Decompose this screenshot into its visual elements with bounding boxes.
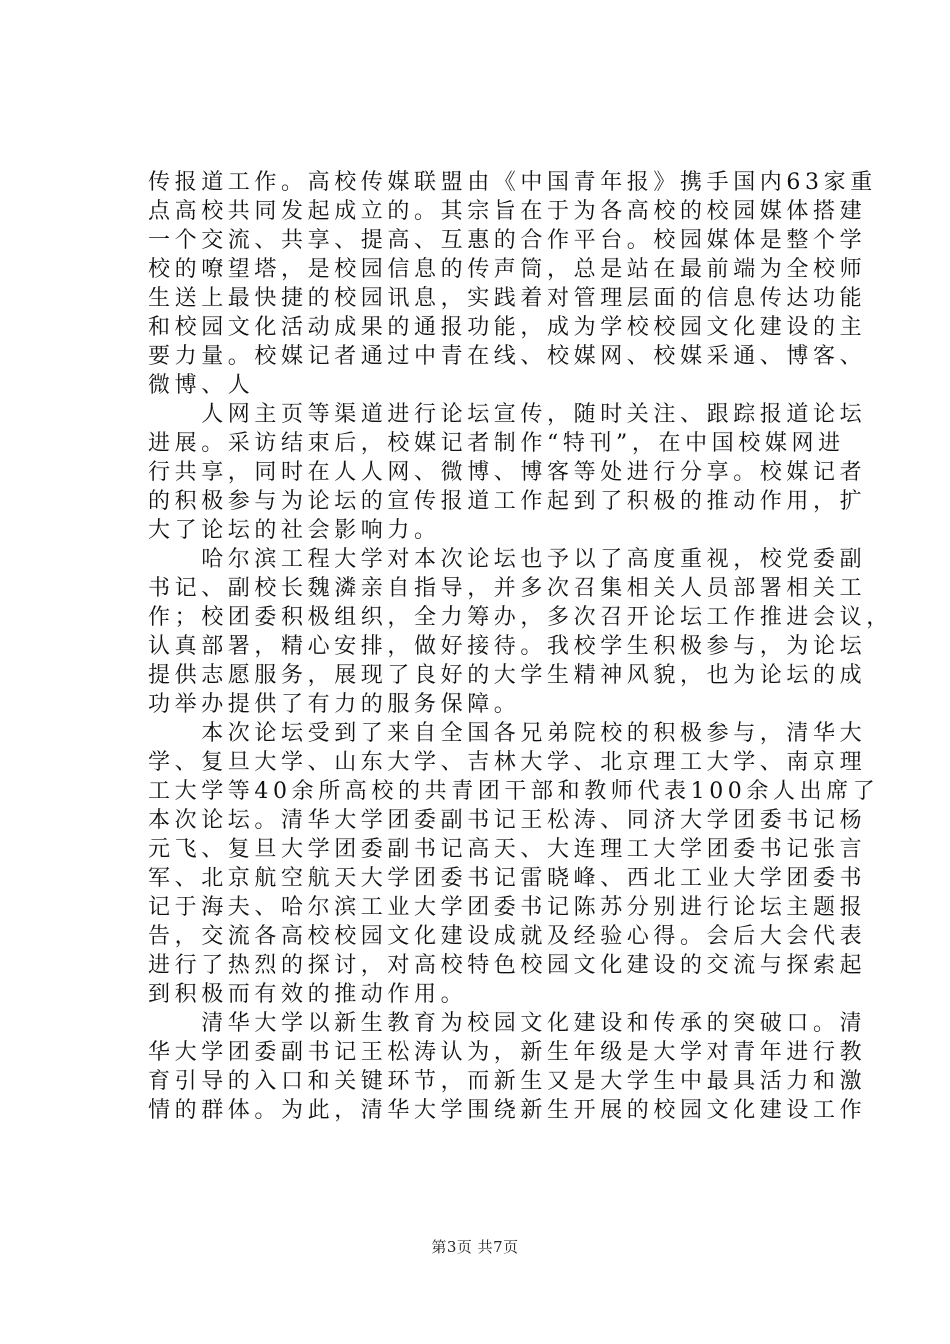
body-text (148, 168, 893, 1125)
text-line: 微博、人 (148, 373, 255, 398)
text-line: 进展。采访结束后，校媒记者制作“特刊”，在中国校媒网进 (148, 431, 845, 456)
text-line: 和校园文化活动成果的通报功能，成为学校校园文化建设的主 (148, 315, 867, 340)
text-line: 生送上最快捷的校园讯息，实践着对管理层面的信息传达功能 (148, 286, 867, 311)
text-line: 军、北京航空航天大学团委书记雷晓峰、西北工业大学团委书 (148, 866, 867, 891)
text-line: 传报道工作。高校传媒联盟由《中国青年报》携手国内63家重 (148, 170, 877, 195)
text-line: 功举办提供了有力的服务保障。 (148, 692, 521, 717)
text-line: 要力量。校媒记者通过中青在线、校媒网、校媒采通、博客、 (148, 344, 867, 369)
text-line: 学、复旦大学、山东大学、吉林大学、北京理工大学、南京理 (148, 750, 867, 775)
text-line: 工大学等40余所高校的共青团干部和教师代表100余人出席了 (148, 779, 880, 804)
text-line: 行共享，同时在人人网、微博、博客等处进行分享。校媒记者 (148, 460, 867, 485)
text-line: 记于海夫、哈尔滨工业大学团委书记陈苏分别进行论坛主题报 (148, 895, 867, 920)
text-line: 本次论坛。清华大学团委副书记王松涛、同济大学团委书记杨 (148, 808, 867, 833)
text-line: 华大学团委副书记王松涛认为，新生年级是大学对青年进行教 (148, 1040, 867, 1065)
text-line: 情的群体。为此，清华大学围绕新生开展的校园文化建设工作 (148, 1098, 867, 1123)
text-line: 书记、副校长魏潾亲自指导，并多次召集相关人员部署相关工 (148, 576, 867, 601)
text-line: 哈尔滨工程大学对本次论坛也予以了高度重视，校党委副 (148, 547, 867, 572)
text-line: 到积极而有效的推动作用。 (148, 982, 468, 1007)
text-line: 认真部署，精心安排，做好接待。我校学生积极参与，为论坛 (148, 634, 867, 659)
text-line: 提供志愿服务，展现了良好的大学生精神风貌，也为论坛的成 (148, 663, 867, 688)
text-line: 点高校共同发起成立的。其宗旨在于为各高校的校园媒体搭建 (148, 199, 867, 224)
text-line: 育引导的入口和关键环节，而新生又是大学生中最具活力和激 (148, 1069, 867, 1094)
text-line: 的积极参与为论坛的宣传报道工作起到了积极的推动作用，扩 (148, 489, 867, 514)
text-line: 清华大学以新生教育为校园文化建设和传承的突破口。清 (148, 1011, 867, 1036)
text-line: 大了论坛的社会影响力。 (148, 518, 441, 543)
text-line: 作；校团委积极组织，全力筹办，多次召开论坛工作推进会议， (148, 605, 893, 630)
text-line: 进行了热烈的探讨，对高校特色校园文化建设的交流与探索起 (148, 953, 867, 978)
text-line: 元飞、复旦大学团委副书记高天、大连理工大学团委书记张言 (148, 837, 867, 862)
text-line: 人网主页等渠道进行论坛宣传，随时关注、跟踪报道论坛 (148, 402, 867, 427)
page-footer: 第3页 共7页 (431, 1238, 519, 1256)
text-line: 本次论坛受到了来自全国各兄弟院校的积极参与，清华大 (148, 721, 867, 746)
text-line: 告，交流各高校校园文化建设成就及经验心得。会后大会代表 (148, 924, 867, 949)
text-line: 校的嘹望塔，是校园信息的传声筒，总是站在最前端为全校师 (148, 257, 867, 282)
text-line: 一个交流、共享、提高、互惠的合作平台。校园媒体是整个学 (148, 228, 867, 253)
